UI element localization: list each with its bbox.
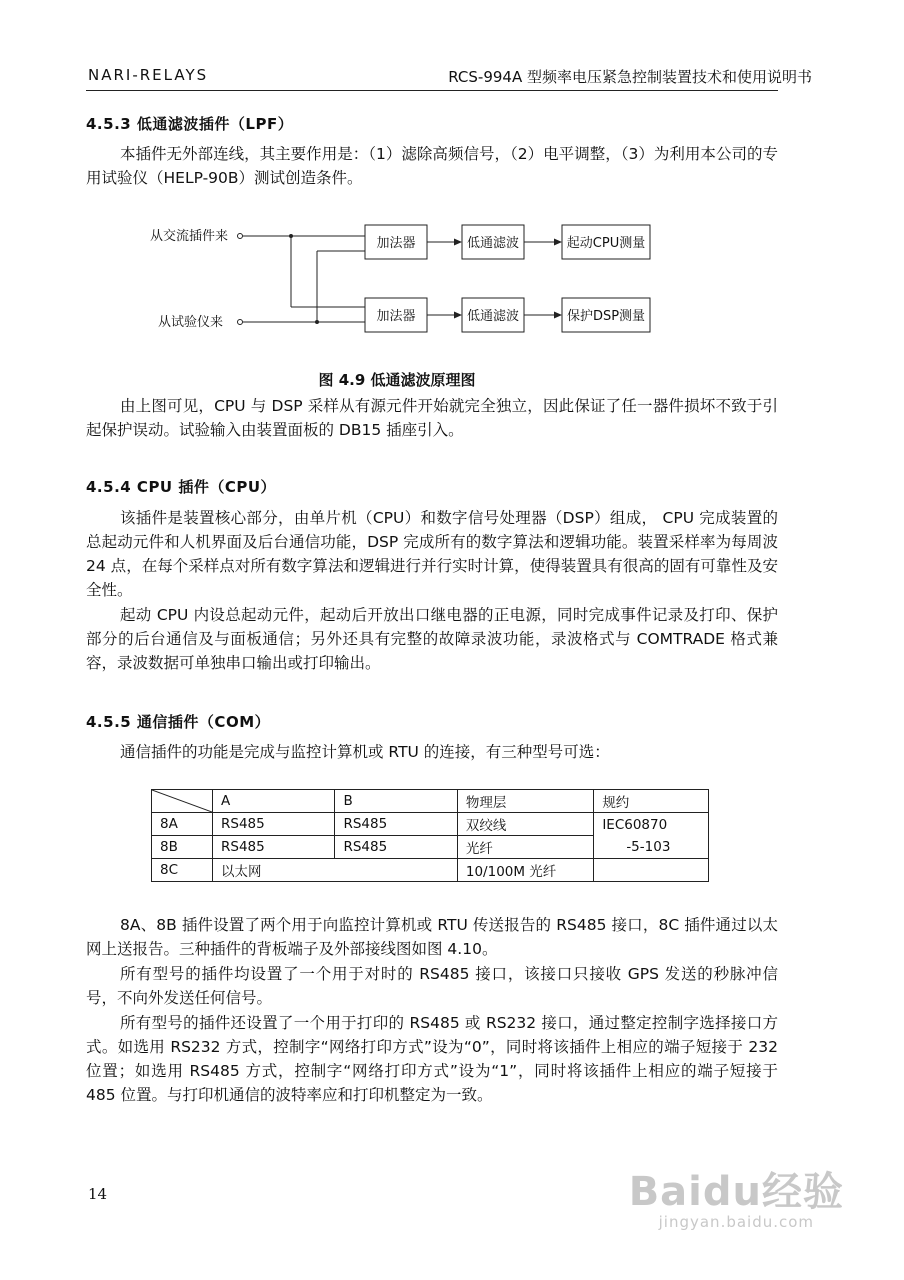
header-right: RCS-994A 型频率电压紧急控制装置技术和使用说明书: [448, 68, 812, 86]
cell-protocol-empty: [594, 859, 709, 882]
protocol-line-1: IEC60870: [602, 816, 668, 833]
watermark-logo: Baidu经验: [628, 1169, 844, 1215]
cell-physical: 光纤: [457, 836, 593, 859]
col-header-protocol: 规约: [594, 790, 709, 813]
lpf-paragraph-2: 由上图可见，CPU 与 DSP 采样从有源元件开始就完全独立，因此保证了任一器件损坏不致于引起保护误动。试验输入由装置面板的 DB15 插座引入。: [86, 397, 778, 439]
cell-b: RS485: [335, 813, 457, 836]
lowpass-label-2: 低通滤波: [466, 309, 520, 324]
cpu-measure-label: 起动CPU测量: [566, 236, 646, 251]
cell-ab-merged: 以太网: [213, 859, 458, 882]
cell-model: 8C: [152, 859, 213, 882]
figure-caption: 图 4.9 低通滤波原理图: [318, 371, 476, 389]
table-corner-cell: [152, 790, 213, 813]
table-header-row: [152, 790, 709, 813]
cpu-paragraph-2: 起动 CPU 内设总起动元件，起动后开放出口继电器的正电源，同时完成事件记录及打印、保护部分的后台通信及与面板通信；另外还具有完整的故障录波功能，录波格式与 COMTRADE 格式兼容，录波数据可单独串口输出或打印输出。: [86, 606, 778, 672]
diagram-input-1-label: 从交流插件来: [150, 229, 229, 244]
adder-label-1: 加法器: [376, 236, 416, 251]
cell-physical: 10/100M 光纤: [457, 859, 593, 882]
diagram-terminal-2: [238, 320, 243, 325]
section-heading-com: 4.5.5 通信插件（COM）: [86, 713, 271, 731]
cell-b: RS485: [335, 836, 457, 859]
dsp-measure-label: 保护DSP测量: [566, 309, 646, 324]
section-heading-lpf: 4.5.3 低通滤波插件（LPF）: [86, 115, 294, 133]
cpu-paragraph-1: 该插件是装置核心部分，由单片机（CPU）和数字信号处理器（DSP）组成， CPU 完成装置的总起动元件和人机界面及后台通信功能，DSP 完成所有的数字算法和逻辑功能。装置采样率为每周波 24 点，在每个采样点对所有数字算法和逻辑进行并行实时计算，使得装置具有很高的固有可靠性及安全性。: [86, 509, 778, 599]
lpf-paragraph-1: 本插件无外部连线，其主要作用是：（1）滤除高频信号，（2）电平调整，（3）为利用本公司的专用试验仪（HELP-90B）测试创造条件。: [86, 145, 778, 187]
diagram-terminal-1: [238, 234, 243, 239]
cell-model: 8B: [152, 836, 213, 859]
cell-a: RS485: [213, 836, 335, 859]
diagram-input-2-label: 从试验仪来: [158, 315, 224, 330]
lpf-diagram: [140, 215, 660, 340]
cell-model: 8A: [152, 813, 213, 836]
com-intro: 通信插件的功能是完成与监控计算机或 RTU 的连接，有三种型号可选：: [120, 743, 610, 761]
lowpass-label-1: 低通滤波: [466, 236, 520, 251]
col-header-a: A: [213, 790, 335, 813]
protocol-line-2: -5-103: [626, 838, 671, 855]
watermark-url: jingyan.baidu.com: [658, 1213, 815, 1231]
header-left: NARI-RELAYS: [88, 66, 209, 84]
cell-protocol: [594, 813, 709, 859]
header-divider: [86, 90, 778, 91]
corner-diagonal: [152, 790, 212, 812]
com-model-table: [151, 789, 709, 882]
com-paragraph-3: 所有型号的插件还设置了一个用于打印的 RS485 或 RS232 接口，通过整定控制字选择接口方式。如选用 RS232 方式，控制字“网络打印方式”设为“0”，同时将该插件上相应的端子短接于 232 位置；如选用 RS485 方式，控制字“网络打印方式”设为“1”，同时将该插件上相应的端子短接于 485 位置。与打印机通信的波特率应和打印机整定为一致。: [86, 1014, 778, 1104]
cell-physical: 双绞线: [457, 813, 593, 836]
table-row: [152, 859, 709, 882]
cell-a: RS485: [213, 813, 335, 836]
section-heading-cpu: 4.5.4 CPU 插件（CPU）: [86, 478, 277, 496]
table-row: [152, 813, 709, 836]
page-number: 14: [88, 1185, 108, 1203]
col-header-physical: 物理层: [457, 790, 593, 813]
col-header-b: B: [335, 790, 457, 813]
adder-label-2: 加法器: [376, 309, 416, 324]
watermark: [629, 1160, 844, 1231]
com-paragraph-1: 8A、8B 插件设置了两个用于向监控计算机或 RTU 传送报告的 RS485 接口，8C 插件通过以太网上送报告。三种插件的背板端子及外部接线图如图 4.10。: [86, 916, 778, 958]
com-paragraph-2: 所有型号的插件均设置了一个用于对时的 RS485 接口，该接口只接收 GPS 发送的秒脉冲信号，不向外发送任何信号。: [86, 965, 778, 1007]
